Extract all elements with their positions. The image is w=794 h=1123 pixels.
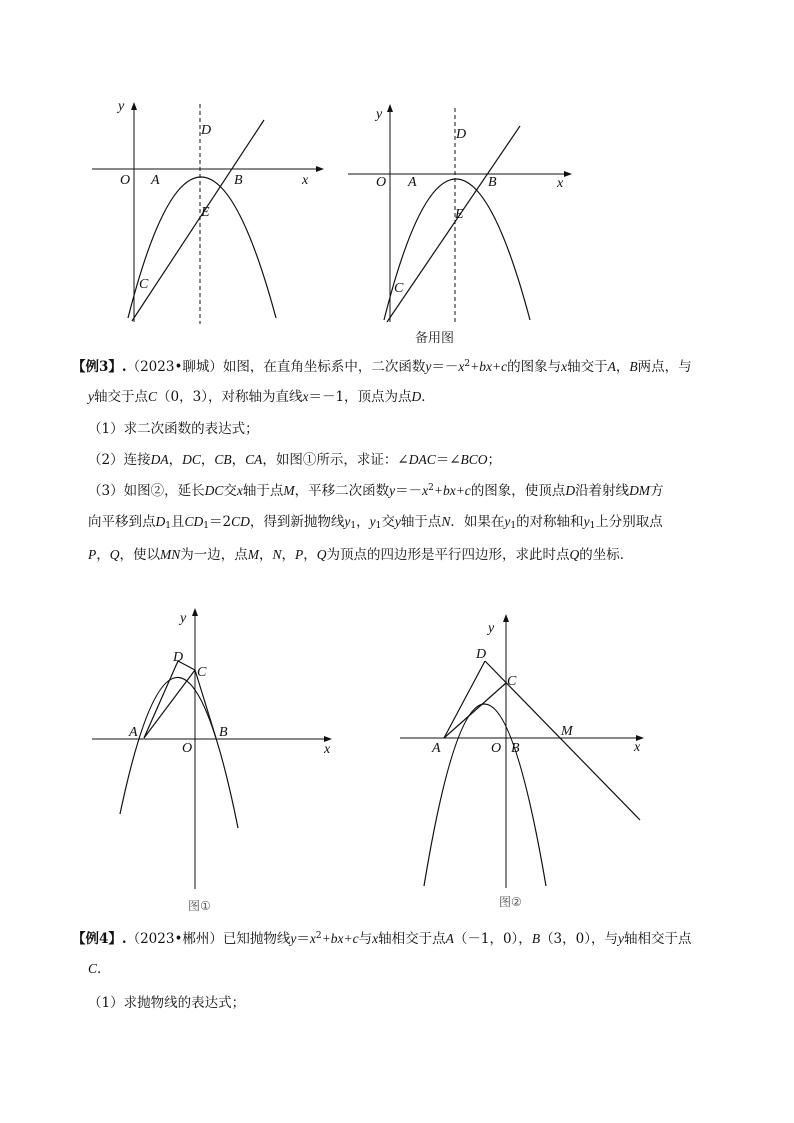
ex4-question-1 bbox=[88, 992, 748, 1014]
ex3-sq: 2 bbox=[464, 359, 471, 369]
ex3-l4o: 交 bbox=[381, 514, 395, 530]
ex3-l5g: M bbox=[247, 547, 259, 562]
ex3-source: （2023•聊城）如图，在直角坐标系中，二次函数 bbox=[126, 359, 426, 375]
ex3-l2b: （0，3），对称轴为直线 bbox=[157, 389, 303, 405]
ex3-q3k: 2 bbox=[428, 483, 434, 493]
ex3-x-axis: x bbox=[561, 359, 568, 374]
ex3-b: B bbox=[629, 359, 638, 374]
label-y: y bbox=[376, 107, 383, 122]
ex3-q2h: DAC bbox=[408, 452, 436, 467]
ex3-line-2 bbox=[88, 386, 748, 408]
label-x: x bbox=[324, 742, 331, 757]
ex3-tag: 【例3】. bbox=[72, 359, 127, 375]
label-c: C bbox=[394, 281, 404, 296]
ex3-l5c: Q bbox=[109, 547, 120, 562]
ex3-q2b: DA bbox=[150, 452, 169, 467]
label-o: O bbox=[120, 173, 131, 188]
ex3-q3p: DM bbox=[629, 483, 651, 498]
ex3-l5a: P bbox=[88, 547, 97, 562]
figure-4 bbox=[396, 610, 666, 910]
ex3-question-3-line-3 bbox=[88, 544, 748, 566]
ex3-q3n: D bbox=[565, 483, 576, 498]
ex3-l5n: 为顶点的四边形是平行四边形，求此时点 bbox=[326, 547, 570, 563]
ex4-o: 轴相交于点 bbox=[624, 931, 692, 947]
label-b: B bbox=[234, 173, 243, 188]
ex3-l2-c: C bbox=[148, 389, 158, 404]
label-a: A bbox=[129, 725, 138, 740]
label-a: A bbox=[408, 175, 417, 190]
ex3-l5h: ， bbox=[259, 547, 273, 563]
ex3-l4e: CD bbox=[184, 514, 204, 529]
label-c: C bbox=[139, 277, 149, 292]
ex3-q2c3: ， bbox=[231, 452, 246, 468]
ex3-l4g: ＝2 bbox=[208, 514, 232, 530]
ex3-l4h: CD bbox=[231, 514, 250, 529]
ex3-t2: 轴交于 bbox=[567, 359, 608, 375]
label-y: y bbox=[488, 621, 495, 636]
ex4-line-2 bbox=[88, 958, 748, 980]
ex3-l2-x: x bbox=[302, 389, 309, 404]
ex3-question-3 bbox=[88, 480, 748, 502]
ex3-t3: 两点，与 bbox=[637, 359, 692, 375]
ex3-plus-b: +bx+c bbox=[470, 359, 508, 374]
ex4-m: （3，0），与 bbox=[540, 931, 618, 947]
label-x: x bbox=[302, 173, 309, 188]
ex3-question-2 bbox=[88, 449, 748, 471]
ex4-a: （2023•郴州）已知抛物线 bbox=[126, 931, 291, 947]
label-x: x bbox=[634, 740, 641, 755]
label-e: E bbox=[455, 207, 464, 222]
ex3-l4q: 轴于点 bbox=[400, 514, 442, 530]
label-e: E bbox=[201, 205, 210, 220]
ex4-g: 与 bbox=[358, 931, 373, 947]
ex3-eq1: ＝－ bbox=[431, 359, 459, 375]
ex4-e: 2 bbox=[315, 931, 322, 941]
ex3-l4x: 1 bbox=[589, 521, 596, 531]
label-d: D bbox=[476, 647, 487, 662]
ex3-l4t: y bbox=[504, 514, 511, 529]
figure-caption: 图② bbox=[499, 895, 522, 909]
ex3-l5m: Q bbox=[316, 547, 327, 562]
label-x: x bbox=[557, 176, 564, 191]
ex3-q2e: CB bbox=[214, 452, 232, 467]
ex3-l4p: y bbox=[394, 514, 401, 529]
x-axis-arrow-icon bbox=[564, 171, 572, 177]
ex3-x: x bbox=[458, 359, 465, 374]
ex3-q3q: 方 bbox=[650, 483, 664, 499]
ex3-l4a: 向平移到点 bbox=[88, 514, 156, 530]
ex4-tag: 【例4】. bbox=[72, 931, 127, 947]
ex3-q3d: x bbox=[236, 483, 243, 498]
label-c: C bbox=[197, 665, 207, 680]
ex3-question-3-line-2 bbox=[88, 511, 748, 533]
ex3-question-1 bbox=[88, 418, 748, 440]
ex3-l5f: 为一边，点 bbox=[180, 547, 248, 563]
line-bc bbox=[387, 126, 520, 322]
ex4-k: （－1，0）， bbox=[453, 931, 532, 947]
ex3-q3e: 轴于点 bbox=[242, 483, 284, 499]
ex4-c: ＝ bbox=[296, 931, 310, 947]
ex3-q3f: M bbox=[283, 483, 295, 498]
ex3-l4c: 1 bbox=[165, 521, 171, 531]
label-o: O bbox=[491, 741, 502, 756]
ex3-l4i: ，得到新抛物线 bbox=[249, 514, 345, 530]
segment-cb bbox=[195, 670, 216, 738]
ex3-q2k: ； bbox=[487, 452, 502, 468]
ex4-j: A bbox=[445, 931, 454, 946]
ex3-l4l: ， bbox=[356, 514, 370, 530]
ex3-l4s: ．如果在 bbox=[450, 514, 505, 530]
ex3-l4f: 1 bbox=[203, 521, 209, 531]
ex3-l5l: ， bbox=[303, 547, 317, 563]
ex3-l2a: 轴交于点 bbox=[94, 389, 148, 405]
ex3-q3g: ，平移二次函数 bbox=[294, 483, 390, 499]
ex3-l5k: P bbox=[295, 547, 304, 562]
ex3-q2a: （2）连接 bbox=[88, 452, 151, 468]
ex3-l4j: y bbox=[344, 514, 351, 529]
y-axis-arrow-icon bbox=[387, 104, 393, 112]
label-d: D bbox=[201, 123, 212, 138]
ex3-l5j: ， bbox=[281, 547, 296, 563]
ex3-comma: ， bbox=[615, 359, 630, 375]
ex4-n: y bbox=[618, 931, 624, 946]
figure-caption: 备用图 bbox=[415, 331, 455, 346]
ex4-f: +bx+c bbox=[321, 931, 359, 946]
ex3-q2g: ，如图①所示，求证：∠ bbox=[262, 452, 409, 468]
ex4-b: y bbox=[290, 931, 297, 946]
segment-da bbox=[444, 661, 485, 738]
ex3-l4d: 且 bbox=[170, 514, 185, 530]
label-m: M bbox=[561, 724, 573, 739]
ex3-l5p: 的坐标． bbox=[579, 547, 634, 563]
ex3-line-1 bbox=[72, 356, 732, 378]
ex3-l4w: y bbox=[583, 514, 590, 529]
ex3-q1: （1）求二次函数的表达式； bbox=[88, 421, 259, 437]
ex3-l5d: ，使以 bbox=[119, 547, 160, 563]
ex4-i: 轴相交于点 bbox=[378, 931, 446, 947]
ex3-q2c: ， bbox=[168, 452, 183, 468]
figure-caption: 图① bbox=[188, 899, 211, 913]
label-o: O bbox=[376, 175, 387, 190]
label-d: D bbox=[173, 650, 184, 665]
y-axis-arrow-icon bbox=[131, 102, 137, 110]
line-bc bbox=[132, 120, 264, 321]
ex3-q3o: 沿着射线 bbox=[575, 483, 630, 499]
ex3-l4u: 1 bbox=[510, 521, 517, 531]
ex3-l5b: ， bbox=[96, 547, 110, 563]
parabola-curve bbox=[120, 677, 238, 828]
ex3-l4r: N bbox=[441, 514, 451, 529]
figure-2 bbox=[344, 98, 584, 348]
x-axis-arrow-icon bbox=[316, 166, 324, 172]
ex3-q2c2: ， bbox=[200, 452, 215, 468]
ex3-fx: y bbox=[425, 359, 432, 374]
label-a: A bbox=[432, 741, 441, 756]
ex3-q3a: （3）如图②，延长 bbox=[88, 483, 205, 499]
ex3-l5o: Q bbox=[569, 547, 580, 562]
ex3-l4v: 的对称轴和 bbox=[516, 514, 584, 530]
label-y: y bbox=[118, 99, 125, 114]
ex4-h: x bbox=[372, 931, 379, 946]
label-a: A bbox=[151, 173, 160, 188]
figure-3 bbox=[88, 604, 348, 914]
ex4-d: x bbox=[309, 931, 316, 946]
ex3-q3m: 的图象，使顶点 bbox=[470, 483, 566, 499]
ex3-q2j: BCO bbox=[460, 452, 488, 467]
ex3-q2i: ＝∠ bbox=[435, 452, 461, 468]
ex3-q3i: ＝－ bbox=[395, 483, 423, 499]
ex3-q2f: CA bbox=[245, 452, 263, 467]
ex3-q3l: +bx+c bbox=[433, 483, 471, 498]
parabola-curve bbox=[424, 704, 546, 886]
ex4-l: B bbox=[531, 931, 541, 946]
label-b: B bbox=[511, 741, 520, 756]
ex3-l4m: y bbox=[369, 514, 376, 529]
ex3-q3c: 交 bbox=[223, 483, 237, 499]
ex3-q3j: x bbox=[422, 483, 429, 498]
ex3-l2-d: D bbox=[411, 389, 422, 404]
ex3-l4k: 1 bbox=[350, 521, 357, 531]
ex3-l2-y: y bbox=[88, 389, 94, 404]
parabola-curve bbox=[128, 177, 276, 318]
ex3-q3h: y bbox=[389, 483, 396, 498]
ex3-l5e: MN bbox=[160, 547, 181, 562]
y-axis-arrow-icon bbox=[503, 614, 509, 622]
figure-1 bbox=[88, 96, 328, 326]
ex3-l2d: ． bbox=[421, 389, 435, 405]
parabola-curve bbox=[384, 179, 530, 320]
ex3-l5i: N bbox=[272, 547, 282, 562]
label-d: D bbox=[456, 127, 467, 142]
ex4-p: C bbox=[88, 961, 98, 976]
label-y: y bbox=[180, 611, 187, 626]
label-c: C bbox=[507, 674, 517, 689]
ex3-a: A bbox=[607, 359, 616, 374]
ex3-l2c: ＝－1，顶点为点 bbox=[308, 389, 412, 405]
ex3-l4y: 上分别取点 bbox=[595, 514, 663, 530]
ex4-line-1 bbox=[72, 928, 732, 950]
ex4-q1: （1）求抛物线的表达式； bbox=[88, 995, 246, 1011]
label-b: B bbox=[219, 725, 228, 740]
y-axis-arrow-icon bbox=[192, 608, 198, 616]
ex4-q: ． bbox=[97, 961, 111, 977]
ex3-l4b: D bbox=[155, 514, 166, 529]
label-b: B bbox=[488, 175, 497, 190]
label-o: O bbox=[182, 741, 193, 756]
ex3-l4n: 1 bbox=[375, 521, 382, 531]
ex3-q3b: DC bbox=[204, 483, 224, 498]
ex3-t1: 的图象与 bbox=[507, 359, 562, 375]
ex3-q2d: DC bbox=[182, 452, 201, 467]
